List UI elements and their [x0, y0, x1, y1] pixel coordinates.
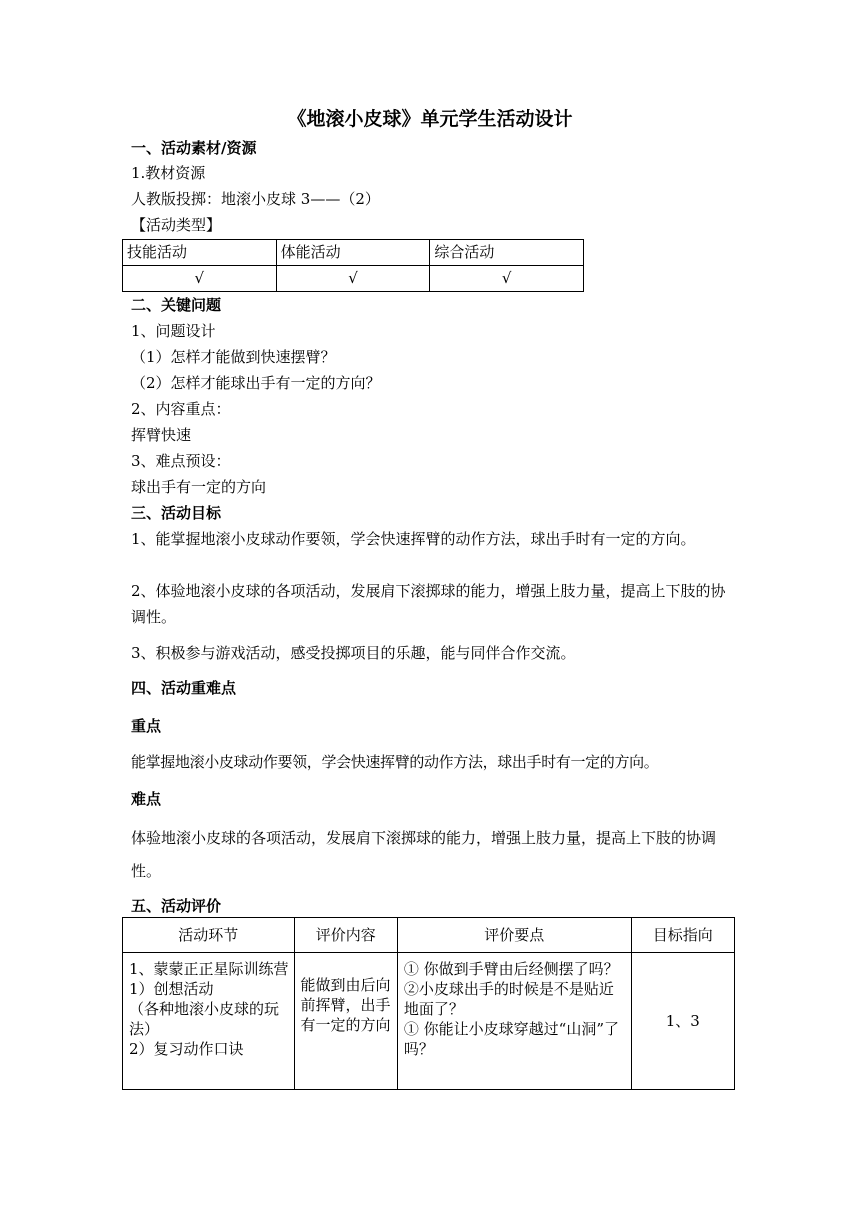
table-header-row	[123, 240, 584, 266]
section-4-heading: 四、活动重难点	[131, 679, 237, 697]
resource-line-1: 1.教材资源	[131, 164, 206, 182]
section-1-heading: 一、活动素材/资源	[131, 139, 257, 157]
goal-paragraph: 3、积极参与游戏活动，感受投掷项目的乐趣，能与同伴合作交流。	[131, 644, 576, 662]
section-2-heading: 二、关键问题	[131, 296, 222, 314]
check-mark: √	[123, 266, 277, 292]
table-header-cell: 体能活动	[276, 240, 430, 266]
points-cell	[397, 953, 631, 1090]
table-header-cell: 评价内容	[294, 918, 397, 953]
question-line: 3、难点预设：	[131, 452, 231, 470]
table-header-cell: 技能活动	[123, 240, 277, 266]
table-row	[123, 266, 584, 292]
question-line: 1、问题设计	[131, 322, 216, 340]
goal-paragraph: 2、体验地滚小皮球的各项活动，发展肩下滚掷球的能力，增强上肢力量，提高上下肢的协调性。	[131, 582, 726, 626]
evaluation-point: ① 你做到手臂由后经侧摆了吗？	[403, 960, 619, 978]
evaluation-point: ②小皮球出手的时候是不是贴近地面了？	[403, 980, 614, 1018]
section-5-heading: 五、活动评价	[131, 897, 222, 915]
document-title: 《地滚小皮球》单元学生活动设计	[287, 108, 573, 130]
content-text: 能做到由后向前挥臂，出手有一定的方向	[300, 976, 391, 1034]
table-row	[123, 953, 735, 1090]
table-header-row	[123, 918, 735, 953]
content-cell	[294, 953, 397, 1090]
evaluation-table	[122, 917, 735, 1090]
goal-paragraph: 1、能掌握地滚小皮球动作要领，学会快速挥臂的动作方法，球出手时有一定的方向。	[131, 530, 696, 548]
table-header-cell: 综合活动	[430, 240, 584, 266]
resource-line-2: 人教版投掷：地滚小皮球 3——（2）	[131, 190, 380, 208]
activity-type-table	[122, 239, 584, 292]
target-cell: 1、3	[631, 953, 734, 1090]
question-line: 2、内容重点：	[131, 400, 231, 418]
stage-line: 2）复习动作口诀	[129, 1040, 244, 1058]
activity-type-label: 【活动类型】	[131, 216, 222, 234]
question-line: 挥臂快速	[131, 426, 192, 444]
table-header-cell: 目标指向	[631, 918, 734, 953]
question-line: （2）怎样才能球出手有一定的方向？	[131, 374, 381, 392]
stage-line: 1、蒙蒙正正星际训练营	[129, 960, 289, 978]
check-mark: √	[430, 266, 584, 292]
key-point-text: 能掌握地滚小皮球动作要领，学会快速挥臂的动作方法，球出手时有一定的方向。	[131, 753, 659, 771]
key-point-label: 重点	[131, 717, 162, 735]
section-3-heading: 三、活动目标	[131, 504, 222, 522]
question-line: 球出手有一定的方向	[131, 478, 267, 496]
difficulty-text: 体验地滚小皮球的各项活动，发展肩下滚掷球的能力，增强上肢力量，提高上下肢的协调性。	[131, 829, 717, 880]
check-mark: √	[276, 266, 430, 292]
question-line: （1）怎样才能做到快速摆臂？	[131, 348, 336, 366]
stage-line: 1）创想活动	[129, 980, 214, 998]
table-header-cell: 活动环节	[123, 918, 295, 953]
stage-cell	[123, 953, 295, 1090]
difficulty-label: 难点	[131, 790, 162, 808]
stage-line: （各种地滚小皮球的玩法）	[129, 1000, 280, 1038]
evaluation-point: ① 你能让小皮球穿越过“山洞”了吗？	[403, 1020, 619, 1058]
table-header-cell: 评价要点	[397, 918, 631, 953]
